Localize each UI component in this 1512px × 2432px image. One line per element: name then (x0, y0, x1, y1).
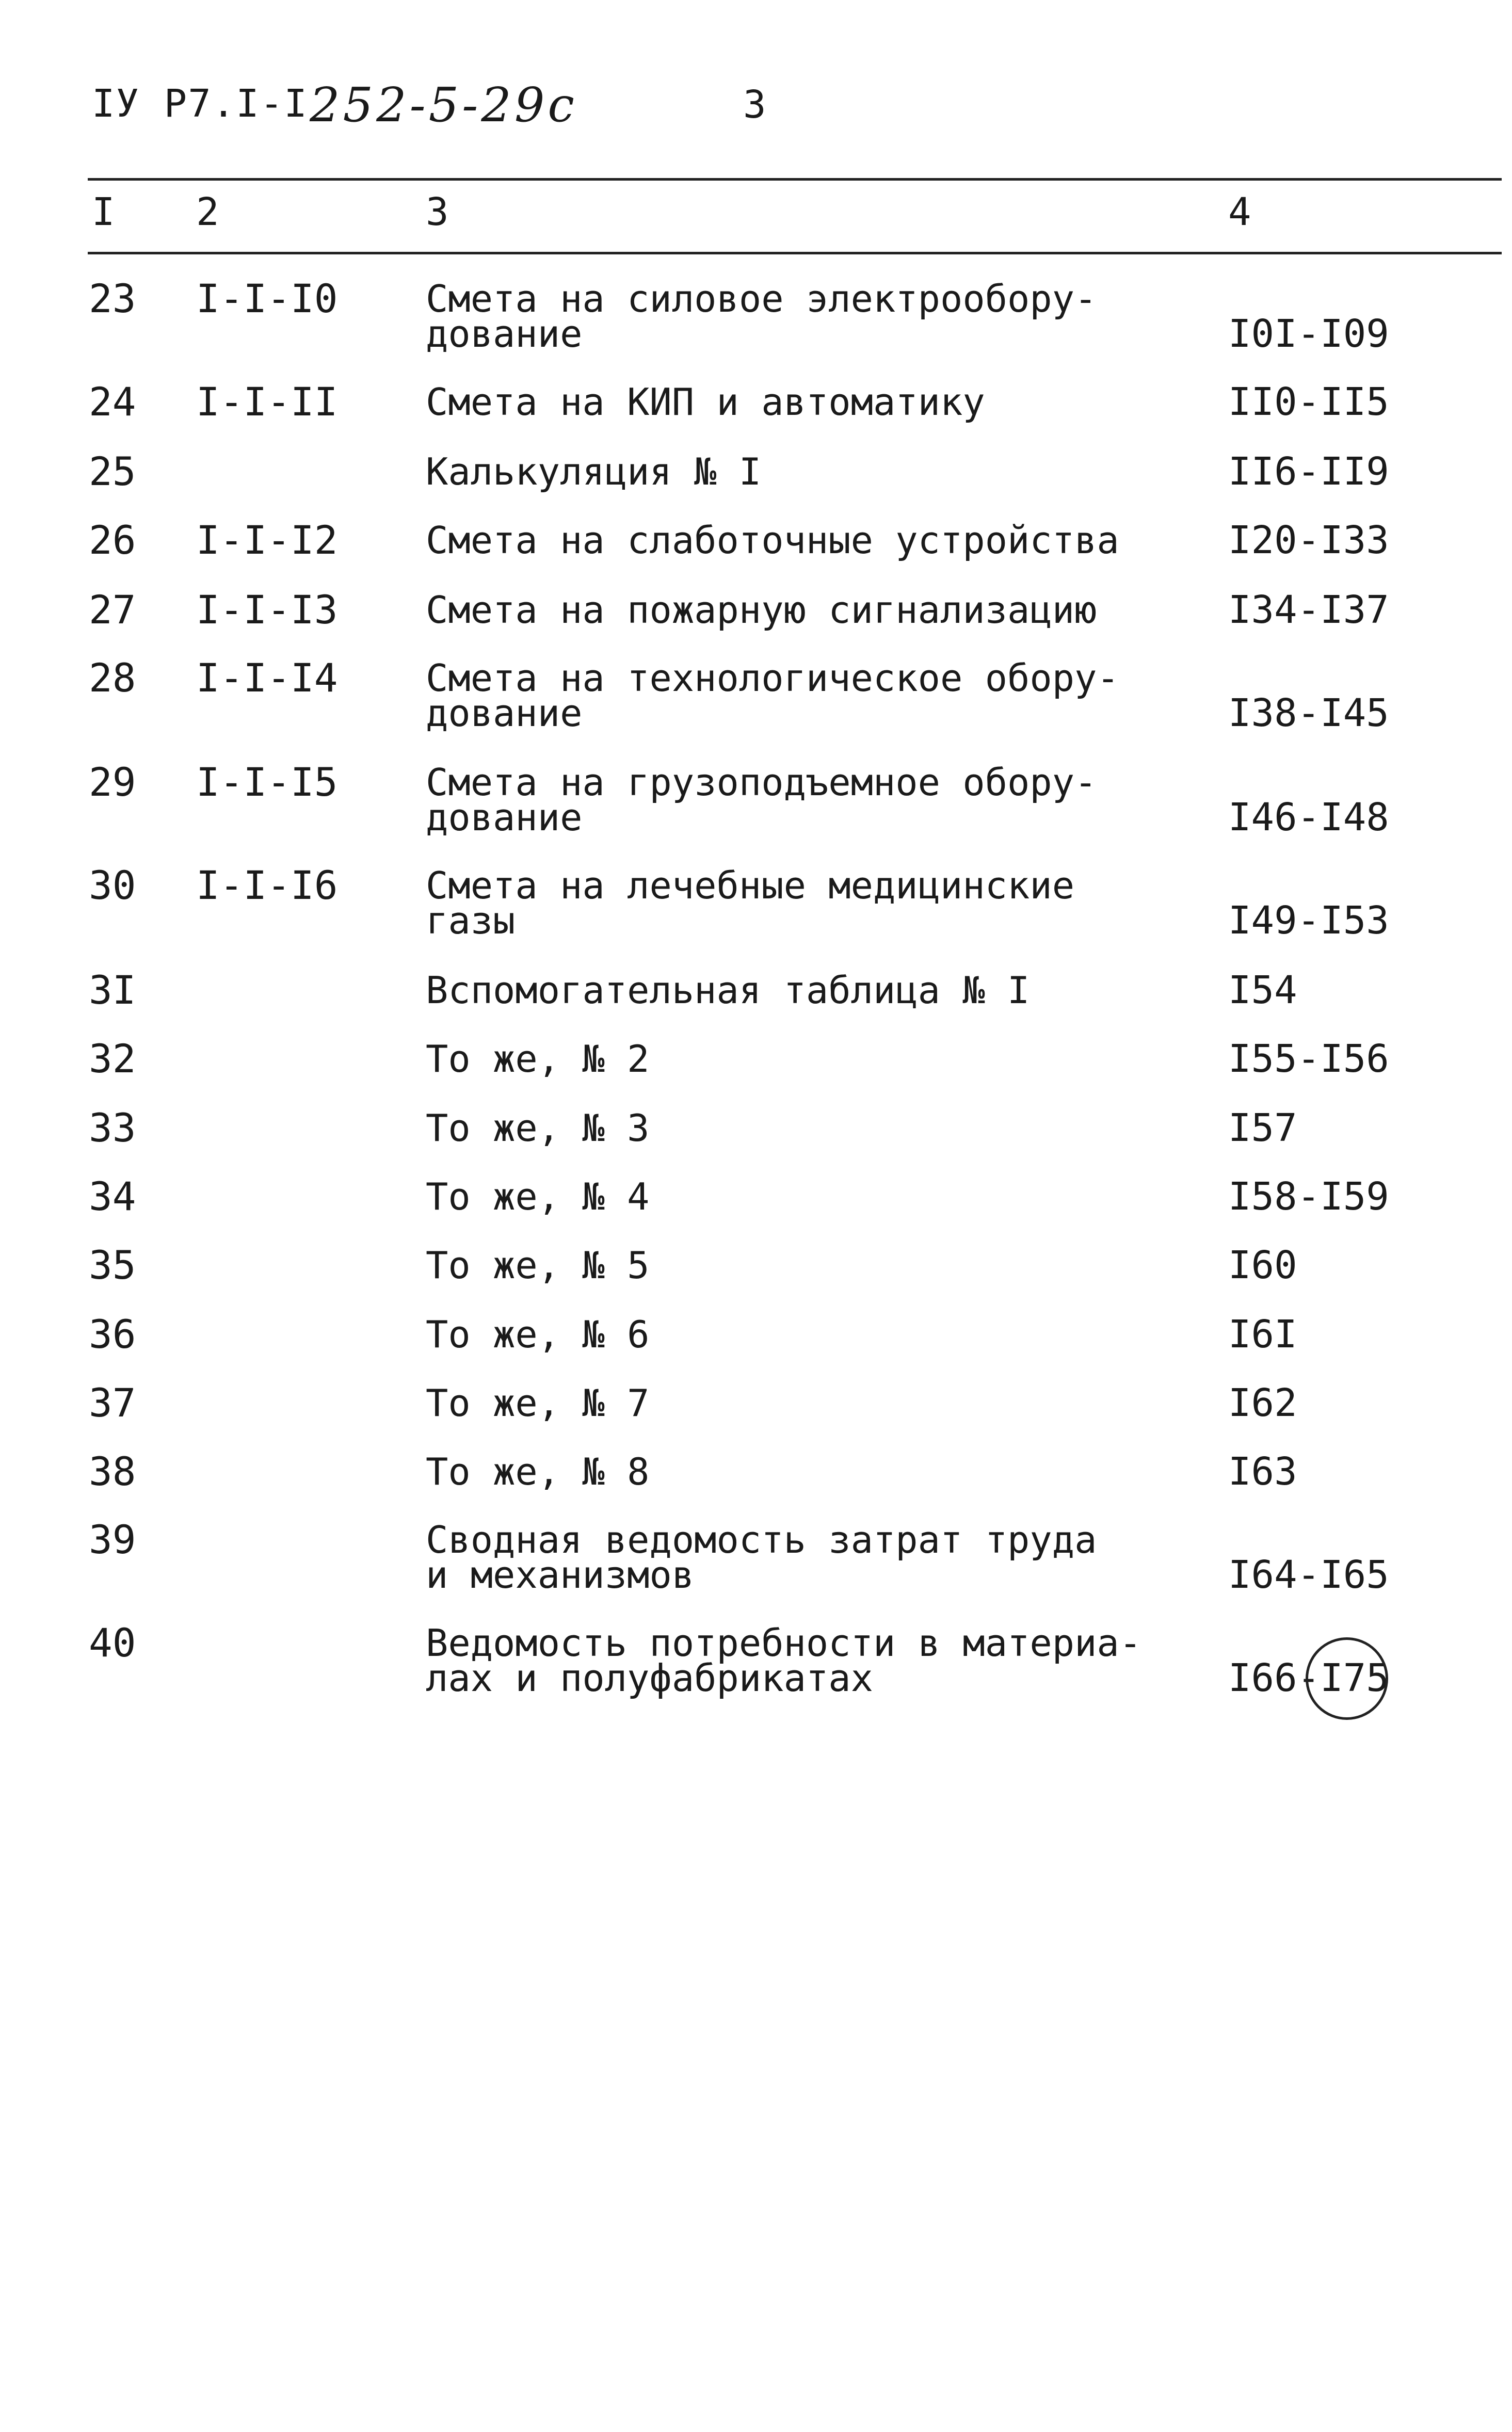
row-description: То же, № 7 (426, 1381, 650, 1425)
row-number: 38 (89, 1448, 136, 1494)
row-description: То же, № 6 (426, 1313, 650, 1356)
row-pages: I46-I48 (1228, 795, 1389, 840)
row-number: 3I (89, 967, 136, 1013)
circled-page-mark (1306, 1637, 1388, 1720)
row-number: 25 (89, 448, 136, 494)
row-description: Смета на силовое электрообору- дование (426, 277, 1097, 356)
row-number: 32 (89, 1036, 136, 1082)
row-pages: II0-II5 (1228, 380, 1389, 424)
row-pages: I62 (1228, 1381, 1297, 1425)
row-code: I-I-I0 (196, 276, 338, 321)
row-number: 34 (89, 1173, 136, 1219)
row-number: 29 (89, 759, 136, 805)
row-number: 33 (89, 1105, 136, 1151)
row-number: 35 (89, 1242, 136, 1288)
row-code: I-I-I2 (196, 517, 338, 563)
row-description: То же, № 2 (426, 1037, 650, 1081)
row-description: То же, № 5 (426, 1244, 650, 1287)
row-number: 30 (89, 862, 136, 908)
row-description: Смета на технологическое обору- дование (426, 656, 1119, 735)
row-pages: I38-I45 (1228, 691, 1389, 735)
row-number: 39 (89, 1517, 136, 1563)
column-header-2: 2 (196, 190, 219, 234)
row-description: Ведомость потребности в материа- лах и полуфабрикатах (426, 1621, 1142, 1700)
row-number: 40 (89, 1620, 136, 1666)
row-pages: I34-I37 (1228, 588, 1389, 632)
document-code: IУ P7.I-I (92, 82, 308, 126)
row-description: Сводная ведомость затрат труда и механизмов (426, 1518, 1097, 1597)
row-number: 36 (89, 1311, 136, 1357)
row-pages: I49-I53 (1228, 898, 1389, 943)
row-code: I-I-I3 (196, 587, 338, 633)
table-header-rule (88, 252, 1502, 254)
row-pages: I64-I65 (1228, 1553, 1389, 1597)
page-number: 3 (743, 83, 766, 127)
row-pages: I60 (1228, 1243, 1297, 1287)
handwritten-number: 252-5-29c (310, 77, 577, 133)
row-description: То же, № 4 (426, 1175, 650, 1218)
table-top-rule (88, 178, 1502, 181)
row-number: 26 (89, 517, 136, 563)
row-description: Калькуляция № I (426, 450, 762, 493)
row-pages: I66-I75 (1228, 1656, 1389, 1700)
row-number: 24 (89, 379, 136, 425)
row-pages: II6-II9 (1228, 449, 1389, 494)
row-code: I-I-I4 (196, 655, 338, 701)
row-description: Смета на лечебные медицинские газы (426, 864, 1075, 942)
row-description: Смета на грузоподъемное обору- дование (426, 761, 1097, 839)
row-number: 23 (89, 276, 136, 321)
row-description: Смета на КИП и автоматику (426, 380, 985, 424)
row-description: То же, № 3 (426, 1106, 650, 1150)
row-pages: I57 (1228, 1106, 1297, 1150)
row-number: 27 (89, 587, 136, 633)
row-pages: I63 (1228, 1449, 1297, 1494)
column-header-1: I (92, 190, 115, 234)
row-pages: I6I (1228, 1312, 1297, 1357)
column-header-3: 3 (426, 190, 449, 234)
row-number: 28 (89, 655, 136, 701)
row-pages: I0I-I09 (1228, 312, 1389, 356)
row-code: I-I-I5 (196, 759, 338, 805)
row-description: Смета на слаботочные устройства (426, 519, 1119, 562)
row-description: Вспомогательная таблица № I (426, 969, 1030, 1012)
column-header-4: 4 (1228, 190, 1251, 234)
row-number: 37 (89, 1380, 136, 1426)
row-pages: I54 (1228, 968, 1297, 1012)
row-pages: I55-I56 (1228, 1037, 1389, 1081)
row-code: I-I-II (196, 379, 338, 425)
row-code: I-I-I6 (196, 862, 338, 908)
row-pages: I20-I33 (1228, 518, 1389, 562)
row-description: Смета на пожарную сигнализацию (426, 588, 1097, 632)
row-pages: I58-I59 (1228, 1174, 1389, 1219)
row-description: То же, № 8 (426, 1450, 650, 1493)
